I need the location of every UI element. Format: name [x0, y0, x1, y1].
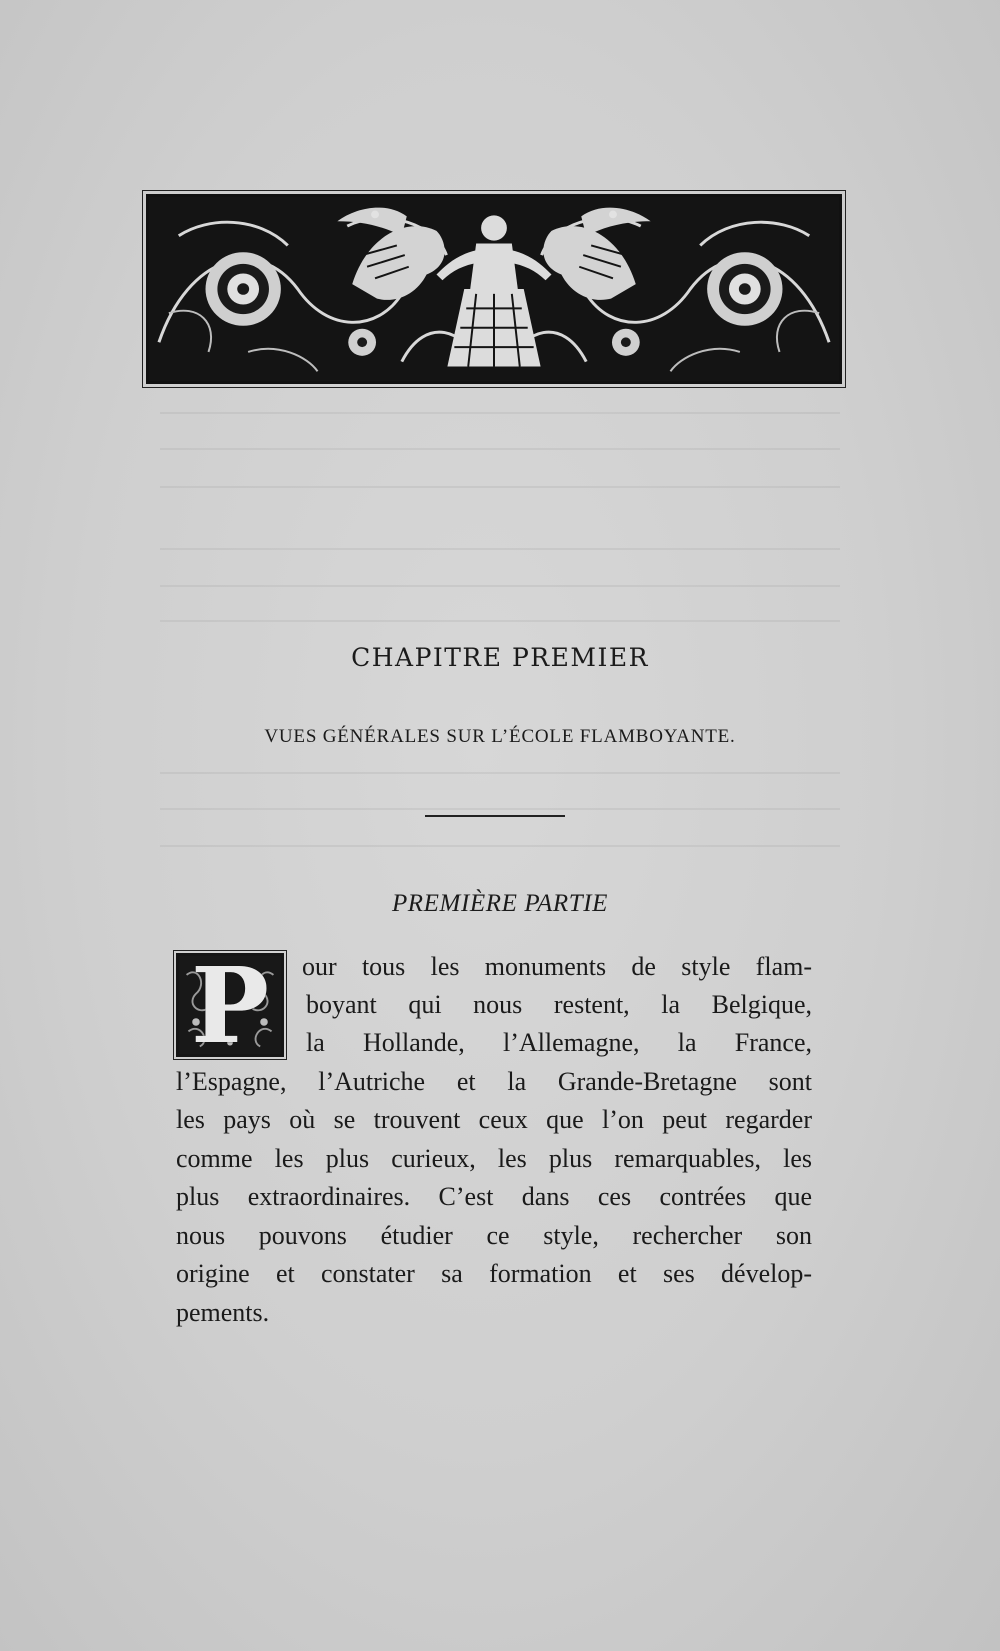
paragraph-line: les pays où se trouvent ceux que l’on peut regarder [176, 1105, 812, 1134]
drop-cap [176, 953, 284, 1057]
headpiece-ornament-icon [149, 197, 839, 381]
paragraph-line: nous pouvons étudier ce style, rechercher son [176, 1221, 812, 1250]
paragraph-line: comme les plus curieux, les plus remarquables, les [176, 1144, 812, 1173]
bleed-through-line [160, 772, 840, 774]
paragraph-line: origine et constater sa formation et ses dévelop- [176, 1259, 812, 1288]
section-divider [425, 815, 565, 817]
paragraph-line: pements. [176, 1298, 270, 1327]
paragraph-line: l’Espagne, l’Autriche et la Grande-Bretagne sont [176, 1067, 812, 1096]
bleed-through-line [160, 845, 840, 847]
chapter-title: CHAPITRE PREMIER [351, 643, 649, 672]
bleed-through-line [160, 548, 840, 550]
bleed-through-line [160, 486, 840, 488]
drop-cap-letter: P [190, 953, 270, 1057]
decorative-headpiece [146, 194, 842, 384]
bleed-through-line [160, 585, 840, 587]
paragraph-line: la Hollande, l’Allemagne, la France, [306, 1028, 812, 1057]
bleed-through-line [160, 448, 840, 450]
paragraph-line: plus extraordinaires. C’est dans ces contrées que [176, 1182, 812, 1211]
bleed-through-line [160, 620, 840, 622]
bleed-through-line [160, 808, 840, 810]
paragraph-line: boyant qui nous restent, la Belgique, [306, 990, 812, 1019]
bleed-through-line [160, 412, 840, 414]
chapter-subtitle: VUES GÉNÉRALES SUR L’ÉCOLE FLAMBOYANTE. [264, 726, 736, 747]
paragraph-line: our tous les monuments de style flam- [302, 952, 812, 981]
part-heading: PREMIÈRE PARTIE [391, 890, 609, 917]
